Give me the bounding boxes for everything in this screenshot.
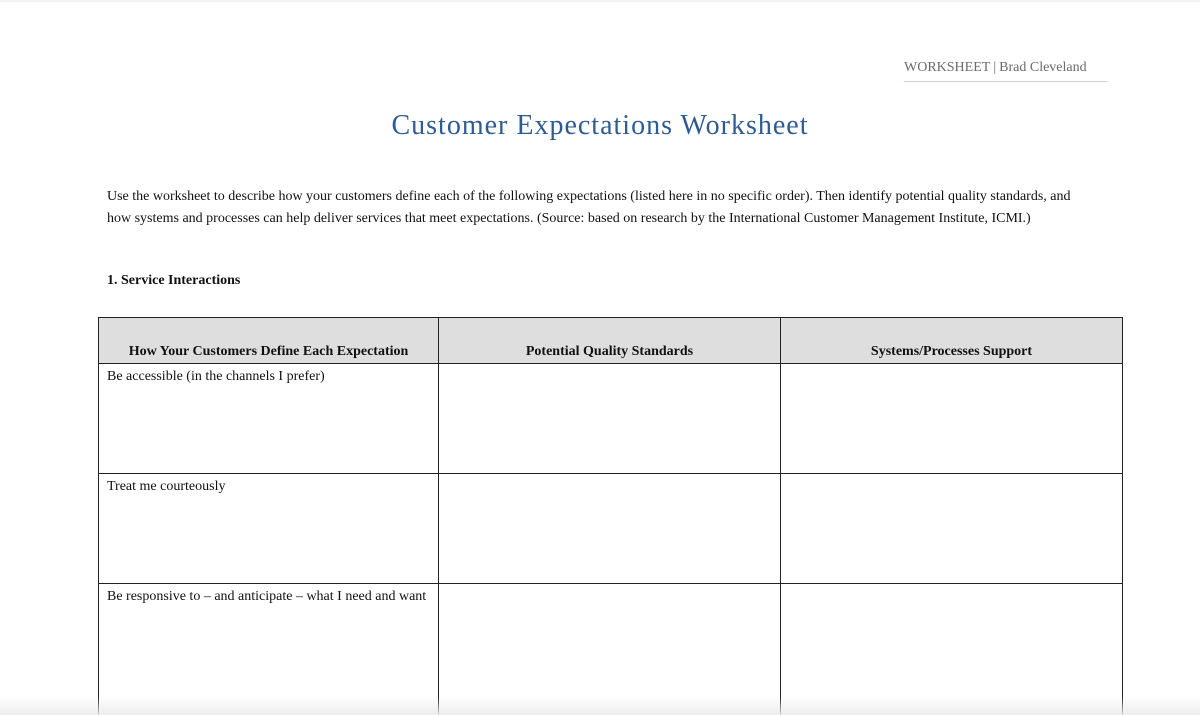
intro-paragraph: Use the worksheet to describe how your customers define each of the following expectations (listed here in no specific order). Then identify potential quality standards, and how systems and processes can help deliver services that meet expectations. (Source: based on research by the International Customer Management Institute, ICMI.) <box>107 189 1071 226</box>
support-cell[interactable] <box>781 474 1123 584</box>
header-label: WORKSHEET <box>904 60 991 75</box>
standards-cell[interactable] <box>439 474 781 584</box>
header-author: Brad Cleveland <box>999 60 1087 75</box>
support-cell[interactable] <box>781 364 1123 474</box>
header-separator: | <box>993 60 997 75</box>
column-header-expectation: How Your Customers Define Each Expectation <box>99 318 439 364</box>
column-header-support: Systems/Processes Support <box>781 318 1123 364</box>
expectation-cell[interactable]: Treat me courteously <box>99 474 439 584</box>
support-cell[interactable] <box>781 584 1123 715</box>
column-header-standards: Potential Quality Standards <box>439 318 781 364</box>
table-row <box>99 584 1123 715</box>
page-top-edge <box>0 0 1200 2</box>
section-heading: 1. Service Interactions <box>107 273 241 288</box>
expectation-cell[interactable]: Be accessible (in the channels I prefer) <box>99 364 439 474</box>
expectations-table <box>98 317 1123 715</box>
table-row <box>99 364 1123 474</box>
table-header-row <box>99 318 1123 364</box>
standards-cell[interactable] <box>439 584 781 715</box>
bottom-fade-shadow <box>0 697 1200 715</box>
expectation-cell[interactable]: Be responsive to – and anticipate – what I need and want <box>99 584 439 715</box>
standards-cell[interactable] <box>439 364 781 474</box>
document-title: Customer Expectations Worksheet <box>391 110 809 141</box>
page-header <box>904 60 1108 82</box>
table-row <box>99 474 1123 584</box>
